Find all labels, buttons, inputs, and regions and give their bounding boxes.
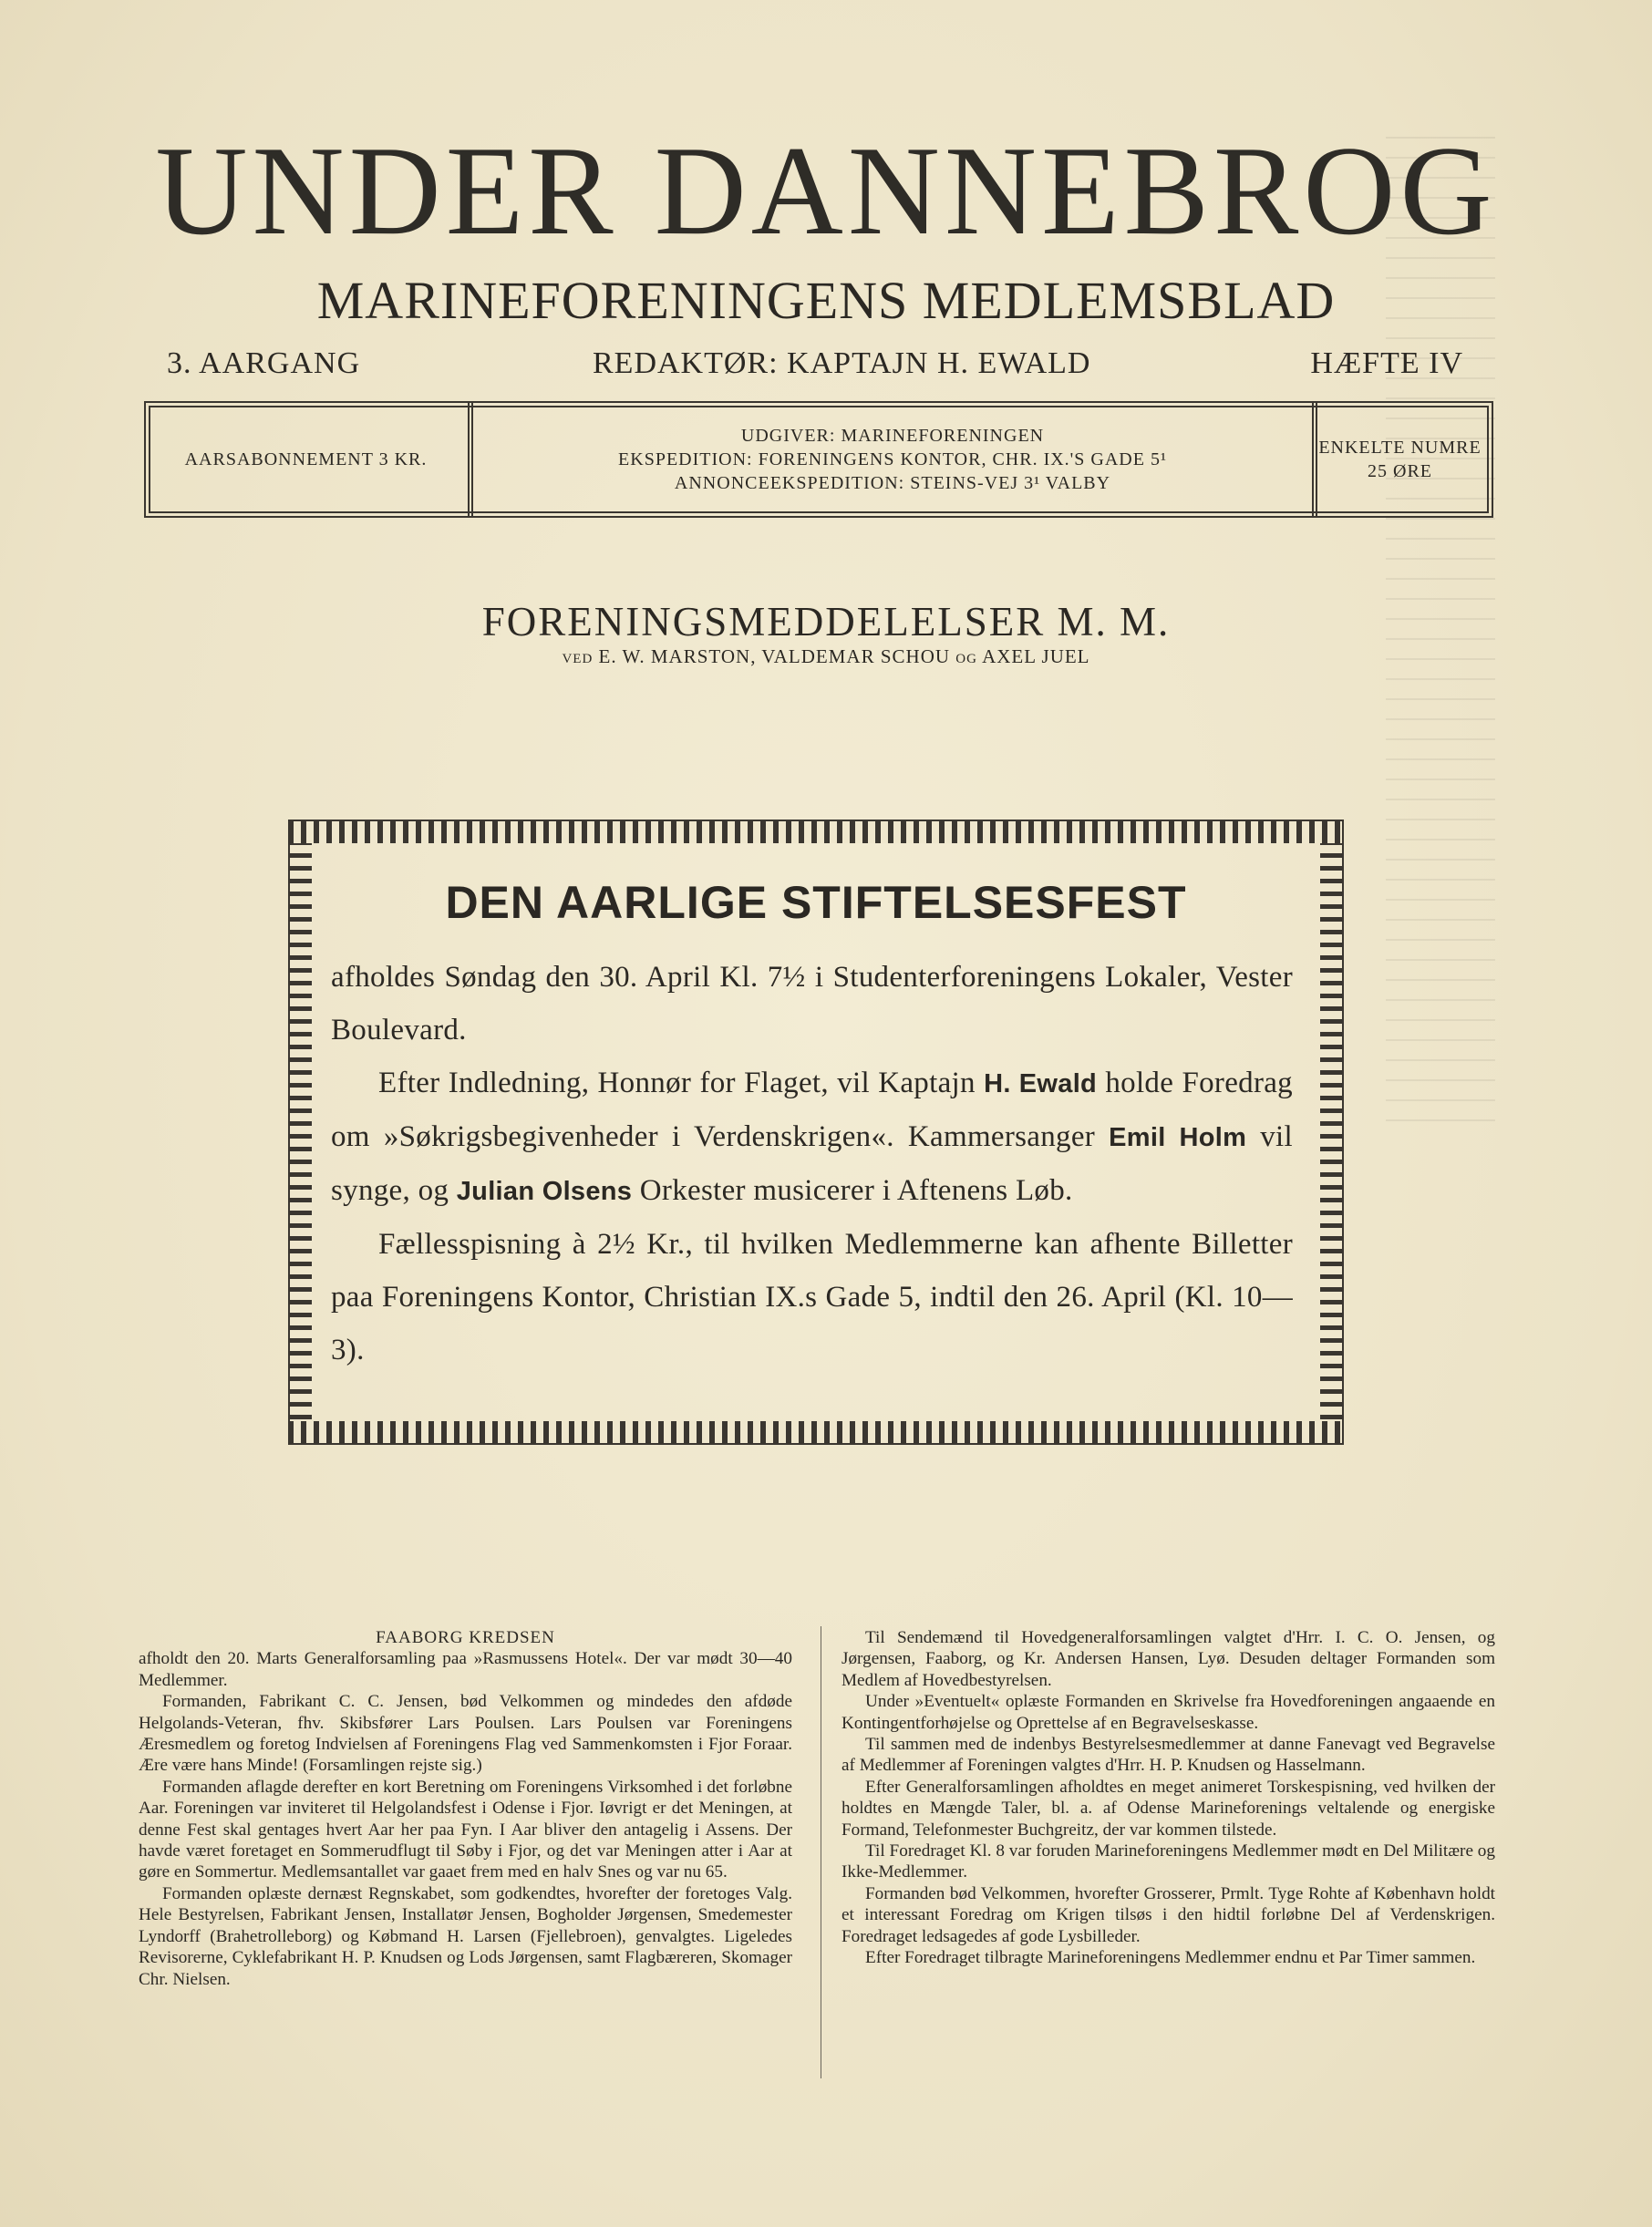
left-paragraph: Formanden, Fabrikant C. C. Jensen, bød Velkommen og mindedes den afdøde Helgolands-Veteran, fhv. Skibsfører Lars Poulsen. Lars Poulsen var Foreningens Æresmedlem og foretog Indvielsen af Foreningens Flag ved Sammenkomsten i Fjor Foraar. Ære være hans Minde! (Forsamlingen rejste sig.) [139,1692,792,1776]
editor-label: REDAKTØR: KAPTAJN H. EWALD [593,346,1091,380]
singer-name: Emil Holm [1109,1123,1247,1152]
right-paragraph: Til Sendemænd til Hovedgeneralforsamlingen valgtet d'Hrr. I. C. O. Jensen, og Jørgensen, Faaborg, og Kr. Andersen Hansen, Lyø. Desuden deltager Formanden som Medlem af Hovedbestyrelsen. [841,1628,1495,1690]
issue-label: HÆFTE IV [1310,346,1463,380]
ved-label: VED [562,652,594,666]
right-paragraph: Under »Eventuelt« oplæste Formanden en Skrivelse fra Hovedforeningen angaaende en Kontingentforhøjelse og Oprettelse af en Begravelseskasse. [841,1692,1495,1733]
ad-expedition-line: ANNONCEEKSPEDITION: STEINS-VEJ 3¹ VALBY [674,473,1111,493]
announcement-headline: DEN AARLIGE STIFTELSESFEST [445,877,1187,928]
right-paragraph: Til sammen med de indenbys Bestyrelsesmedlemmer at danne Fanevagt ved Begravelse af Medlemmer af Foreningen valgtes d'Hrr. H. P. Knudsen og Hasselmann. [841,1735,1495,1776]
left-paragraph: Formanden oplæste dernæst Regnskabet, som godkendtes, hvorefter der foretoges Valg. Hele Bestyrelsen, Fabrikant Jensen, Installatør Jensen, Bogholder Jørgensen, Smedemester Lyndorff (Brahetrolleborg) og Købmand H. Larsen (Fjellebroen), genvalgtes. Ligeledes Revisorerne, Cyklefabrikant H. P. Knudsen og Lods Jørgensen, samt Flagbæreren, Skomager Chr. Nielsen. [139,1883,792,1989]
speaker-name: H. Ewald [984,1069,1098,1098]
announcement-paragraph-3: Fællesspisning à 2½ Kr., til hvilken Medlemmerne kan afhente Billetter paa Foreningens Kontor, Christian IX.s Gade 5, indtil den 26. April (Kl. 10—3). [331,1228,1293,1366]
orchestra-name: Julian Olsens [456,1177,633,1206]
og-label: OG [955,652,977,666]
p2-text-a: Efter Indledning, Honnør for Flaget, vil Kaptajn [378,1067,985,1099]
authors-a: E. W. MARSTON, VALDEMAR SCHOU [598,645,951,667]
right-paragraph: Efter Generalforsamlingen afholdtes en meget animeret Torskespisning, ved hvilken der holdtes en Mængde Taler, bl. a. af Odense Marineforenings veltalende og energiske Formand, Telefonmester Buchgreitz, der var kommen tilstede. [841,1777,1495,1840]
announcement-paragraph-2 [331,1057,1293,1218]
right-paragraph: Efter Foredraget tilbragte Marineforeningens Medlemmer endnu et Par Timer sammen. [865,1948,1476,1968]
section-title: FORENINGSMEDDELELSER M. M. [481,599,1171,644]
left-paragraph: afholdt den 20. Marts Generalforsamling paa »Rasmussens Hotel«. Der var mødt 30—40 Medlemmer. [139,1649,792,1690]
volume-label: 3. AARGANG [167,346,361,380]
authors-b: AXEL JUEL [982,645,1090,667]
p2-text-d: Orkester musicerer i Aftenens Løb. [632,1174,1073,1207]
announcement-paragraph-1: afholdes Søndag den 30. April Kl. 7½ i Studenterforeningens Lokaler, Vester Boulevard. [331,961,1293,1046]
left-paragraph: Formanden aflagde derefter en kort Beretning om Foreningens Virksomhed i det forløbne Aar. Foreningen var inviteret til Helgolandsfest i Odense i Fjor. Iøvrigt er det Meningen, at denne Fest skal gentages hvert Aar her paa Fyn. I Aar bliver den antagelig i Assens. Der havde været foretaget en Sommerudflugt til Søby i Fjor, og det var Meningen atter i Aar at gøre en Sommertur. Medlemsantallet var gaaet frem med en halv Snes og var nu 65. [139,1777,792,1882]
left-column-heading: FAABORG KREDSEN [376,1628,555,1647]
announcement-body [331,951,1293,1376]
right-paragraph: Til Foredraget Kl. 8 var foruden Marineforeningens Medlemmer mødt en Del Militære og Ikke-Medlemmer. [841,1841,1495,1882]
newspaper-title: UNDER DANNEBROG [155,120,1497,262]
single-issue-price: ENKELTE NUMRE 25 ØRE [1318,438,1482,481]
annual-subscription: AARSABONNEMENT 3 KR. [184,449,428,469]
p2-text-c: vil synge, og [331,1120,1293,1207]
right-column [841,1627,1495,1969]
publisher-line: UDGIVER: MARINEFORENINGEN [740,426,1045,446]
publisher-info [468,401,1317,518]
right-paragraph: Formanden bød Velkommen, hvorefter Grosserer, Prmlt. Tyge Rohte af København holdt et interessant Foredrag om Krigen tilsøs i den hidtil forløbne Del af Verdenskrigen. Foredraget ledsagedes af gode Lysbilleder. [841,1883,1495,1946]
p2-text-b: holde Foredrag om »Søkrigsbegivenheder i Verdenskrigen«. Kammersanger [331,1067,1293,1153]
left-column [139,1627,792,1990]
expedition-line: EKSPEDITION: FORENINGENS KONTOR, CHR. IX.'S GADE 5¹ [618,449,1167,469]
subscription-box [144,401,1493,518]
announcement-box [264,796,1368,1469]
newspaper-subtitle: MARINEFORENINGENS MEDLEMSBLAD [316,271,1336,330]
section-authors [0,645,1652,668]
